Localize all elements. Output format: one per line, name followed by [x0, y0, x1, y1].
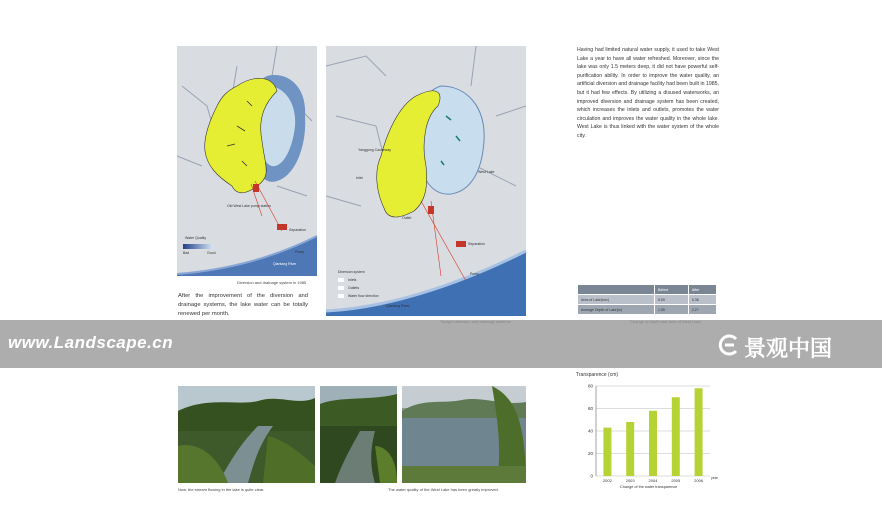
photo-creek: [320, 386, 397, 483]
chart-bar: [649, 411, 657, 476]
map1-legend-bad: Bad: [183, 251, 190, 255]
table-header-after: After: [688, 285, 716, 295]
map2-label-river: Qiantang River: [386, 304, 410, 308]
map1-legend-title: Water Quality: [185, 236, 207, 240]
left-paragraph: After the improvement of the diversion and drainage systems, the lake water can be totally renewed per month.: [178, 293, 308, 317]
chart-ytick-label: 0: [590, 473, 593, 479]
chart-xtick-label: 2002: [602, 478, 612, 483]
table-cell: 6.38: [688, 295, 716, 305]
lake-table: [577, 284, 717, 315]
chart-bar: [626, 422, 634, 476]
table-cell: Area of Lake(km²): [578, 295, 655, 305]
chart-xlabel: Change of the water transparence: [620, 485, 678, 489]
map-1985-drawing: [177, 46, 317, 276]
photo-lake: [402, 386, 526, 483]
table-row: [578, 295, 717, 305]
chart-x-unit: year: [711, 476, 718, 480]
map1-label-pump: Pump: [295, 250, 305, 254]
chart-xtick-label: 2004: [648, 478, 658, 483]
table-header-blank: [578, 285, 655, 295]
table-cell: 1.55: [655, 305, 689, 315]
map1-caption: Diversion and drainage system in 1985: [237, 280, 307, 285]
photo-caption-right: The water quality of the West Lake has been greatly improved.: [388, 487, 499, 492]
chart-svg: [570, 372, 720, 492]
chart-ytick-label: 20: [587, 451, 593, 456]
map2-label-outlet: Outlet: [402, 216, 412, 220]
map-today: [326, 46, 526, 316]
photo-caption-left: Now, the stream flowing in the lake is quite clear.: [178, 487, 265, 492]
map-1985: [177, 46, 317, 285]
chart-ytick-label: 40: [587, 428, 593, 434]
site-url-watermark: www.Landscape.cn: [8, 333, 174, 352]
chart-ytick-label: 80: [587, 383, 593, 389]
map2-legend-outlets: Outlets: [348, 286, 360, 290]
map-today-drawing: [326, 46, 526, 316]
map2-label-causeway: Yanggong Causeway: [358, 148, 392, 152]
map1-legend-good: Good: [207, 251, 216, 255]
table-cell: 2.27: [688, 305, 716, 315]
map2-legend-title: Diversion system: [338, 270, 365, 274]
table-header-before: Before: [655, 285, 689, 295]
brand-logo-icon: [718, 334, 740, 356]
right-paragraph: Having had limited natural water supply, it used to take West Lake a year to have all water refreshed. Moreover, since the lake was only 1.5 meters deep, it did not have powerful self-purification ability. In order to improve the water quality, an artificial diversion and drainage facility had been built in 1985, but it had few effects. By utilizing a disused waterworks, an improved diversion and drainage system has been created, which increases the inlets and outlets, promotes the water circulation and improves the water quality in the whole lake. West Lake is thus linked with the water system of the whole city.: [577, 47, 719, 139]
chart-title: Transparence (cm): [576, 372, 619, 378]
map2-label-separation: Separation: [468, 242, 485, 246]
map2-label-inlet: Inlet: [356, 176, 363, 180]
map2-label-lake: West Lake: [478, 170, 495, 174]
chart-bar: [695, 388, 703, 476]
table-cell: 5.59: [655, 295, 689, 305]
table-cell: Average Depth of Lake(m): [578, 305, 655, 315]
chart-xtick-label: 2006: [694, 478, 704, 483]
map2-legend-flow: Water flow direction: [348, 294, 379, 298]
map2-legend-inlets: Inlets: [348, 278, 357, 282]
photo-stream: [178, 386, 315, 483]
chart-xtick-label: 2003: [625, 478, 635, 483]
chart-ytick-label: 60: [587, 406, 593, 411]
map1-label-station: Old West Lake pump station: [227, 204, 271, 208]
brand-watermark: 景观中国: [744, 336, 833, 361]
chart-xtick-label: 2005: [671, 478, 681, 483]
chart-bar: [603, 428, 611, 476]
chart-bar: [672, 397, 680, 476]
transparence-chart: [570, 372, 720, 492]
map1-label-aux: Separation: [289, 228, 306, 232]
table-row: [578, 305, 717, 315]
map2-label-pump: Pump: [470, 272, 480, 276]
map1-label-river: Qiantang River: [273, 262, 297, 266]
